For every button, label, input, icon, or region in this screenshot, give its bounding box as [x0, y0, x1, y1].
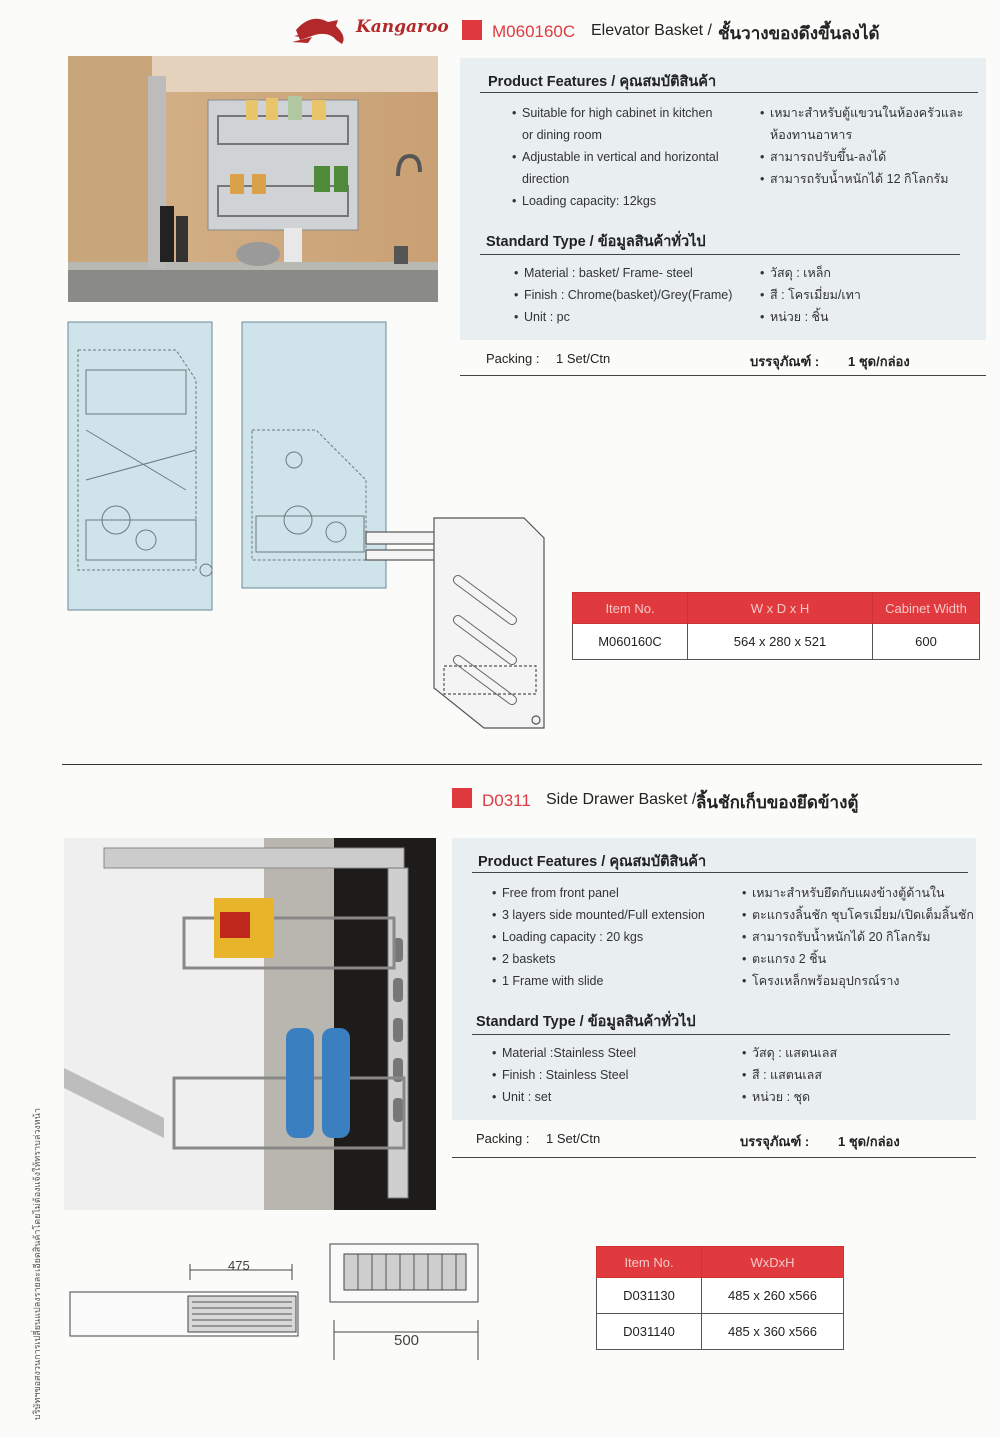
divider: [480, 92, 978, 93]
list-item: • สี : แสตนเลส: [742, 1064, 942, 1086]
divider: [480, 254, 960, 255]
table-header: WxDxH: [702, 1247, 844, 1278]
side-disclaimer-text: บริษัทฯขอสงวนการเปลี่ยนแปลงรายละเอียดสินค้าโดยไม่ต้องแจ้งให้ทราบล่วงหน้า: [32, 1108, 42, 1420]
side-disclaimer: [30, 1090, 50, 1420]
divider: [472, 1034, 950, 1035]
list-item: direction: [522, 172, 570, 186]
list-item: • Material : basket/ Frame- steel: [514, 262, 754, 284]
table-cell: M060160C: [573, 624, 688, 660]
spec-table: [572, 592, 980, 660]
list-item: • Unit : pc: [514, 306, 754, 328]
list-item: • Finish : Stainless Steel: [492, 1064, 732, 1086]
list-item: ห้องทานอาหาร: [770, 128, 853, 142]
spec-table: [596, 1246, 844, 1350]
list-item: • เหมาะสำหรับยึดกับแผงข้างตู้ด้านใน: [742, 882, 974, 904]
table-row: [597, 1314, 844, 1350]
standard-list-en: [492, 1042, 732, 1108]
packing-th-value: 1 ชุด/กล่อง: [848, 354, 910, 369]
packing-label: Packing :: [476, 1131, 530, 1146]
table-header: Item No.: [573, 593, 688, 624]
features-list-en: [512, 102, 752, 212]
list-item: • Adjustable in vertical and horizontal: [512, 146, 752, 168]
table-header: Item No.: [597, 1247, 702, 1278]
table-row: [597, 1278, 844, 1314]
product-code: M060160C: [492, 22, 576, 41]
standard-list-th: [760, 262, 960, 328]
list-item: • สี : โครเมี่ยม/เทา: [760, 284, 960, 306]
packing-label: Packing :: [486, 351, 540, 366]
list-item: • เหมาะสำหรับตู้แขวนในห้องครัวและ: [760, 102, 980, 124]
list-item: • หน่วย : ชุด: [742, 1086, 942, 1108]
product-title-th: ลิ้นชักเก็บของยึดข้างตู้: [696, 793, 859, 812]
list-item: • หน่วย : ชิ้น: [760, 306, 960, 328]
dimension-label: 500: [394, 1332, 420, 1349]
list-item: • วัสดุ : เหล็ก: [760, 262, 960, 284]
table-cell: 600: [873, 624, 980, 660]
brand-name: Kangaroo: [356, 17, 449, 37]
list-item: • Finish : Chrome(basket)/Grey(Frame): [514, 284, 754, 306]
table-row: [573, 624, 980, 660]
list-item: • Unit : set: [492, 1086, 732, 1108]
divider: [452, 1157, 976, 1158]
table-header: Cabinet Width: [873, 593, 980, 624]
table-cell: 485 x 360 x566: [702, 1314, 844, 1350]
table-cell: 564 x 280 x 521: [688, 624, 873, 660]
list-item: • Suitable for high cabinet in kitchen: [512, 102, 752, 124]
list-item: • โครงเหล็กพร้อมอุปกรณ์ราง: [742, 970, 974, 992]
list-item: • 2 baskets: [492, 948, 742, 970]
dimension-label: 475: [228, 1258, 250, 1273]
product-marker: [462, 20, 482, 40]
divider: [460, 375, 986, 376]
list-item: • ตะแกรง 2 ชิ้น: [742, 948, 974, 970]
packing-th-value: 1 ชุด/กล่อง: [838, 1134, 900, 1149]
product-info-panel: [460, 58, 986, 340]
product-marker: [452, 788, 472, 808]
standard-heading: Standard Type / ข้อมูลสินค้าทั่วไป: [486, 234, 706, 250]
list-item: • 3 layers side mounted/Full extension: [492, 904, 742, 926]
list-item: • สามารถปรับขึ้น-ลงได้: [760, 146, 980, 168]
features-list-th: [760, 102, 980, 190]
table-cell: D031130: [597, 1278, 702, 1314]
list-item: • Free from front panel: [492, 882, 742, 904]
table-cell: 485 x 260 x566: [702, 1278, 844, 1314]
standard-heading: Standard Type / ข้อมูลสินค้าทั่วไป: [476, 1014, 696, 1030]
packing-th-label: บรรจุภัณฑ์ :: [750, 354, 820, 369]
side-drawer-basket-photo: [64, 838, 436, 1210]
product-info-panel: [452, 838, 976, 1120]
features-heading: Product Features / คุณสมบัติสินค้า: [478, 854, 707, 870]
standard-list-th: [742, 1042, 942, 1108]
packing-value: 1 Set/Ctn: [556, 351, 611, 366]
list-item: • ตะแกรงลิ้นชัก ชุบโครเมี่ยม/เปิดเต็มลิ้นชัก: [742, 904, 974, 926]
list-item: • วัสดุ : แสตนเลส: [742, 1042, 942, 1064]
product-code: D0311: [482, 791, 531, 810]
table-header: W x D x H: [688, 593, 873, 624]
side-drawer-dimension-drawing: [68, 1240, 488, 1370]
standard-list-en: [514, 262, 754, 328]
features-list-en: [492, 882, 742, 992]
features-list-th: [742, 882, 974, 992]
list-item: • สามารถรับน้ำหนักได้ 12 กิโลกรัม: [760, 168, 980, 190]
packing-th-label: บรรจุภัณฑ์ :: [740, 1134, 810, 1149]
list-item: • 1 Frame with slide: [492, 970, 742, 992]
list-item: • Loading capacity: 12kgs: [512, 190, 752, 212]
product-title-en: Side Drawer Basket /: [546, 791, 697, 808]
list-item: • สามารถรับน้ำหนักได้ 20 กิโลกรัม: [742, 926, 974, 948]
elevator-basket-photo: [68, 56, 438, 302]
list-item: or dining room: [522, 128, 602, 142]
product-title-en: Elevator Basket /: [591, 22, 712, 39]
list-item: • Material :Stainless Steel: [492, 1042, 732, 1064]
features-heading: Product Features / คุณสมบัติสินค้า: [488, 74, 717, 90]
table-cell: D031140: [597, 1314, 702, 1350]
section-divider: [62, 764, 982, 765]
divider: [472, 872, 968, 873]
packing-value: 1 Set/Ctn: [546, 1131, 601, 1146]
product-title-th: ชั้นวางของดึงขึ้นลงได้: [718, 24, 880, 43]
elevator-basket-drawing: [66, 320, 556, 740]
list-item: • Loading capacity : 20 kgs: [492, 926, 742, 948]
